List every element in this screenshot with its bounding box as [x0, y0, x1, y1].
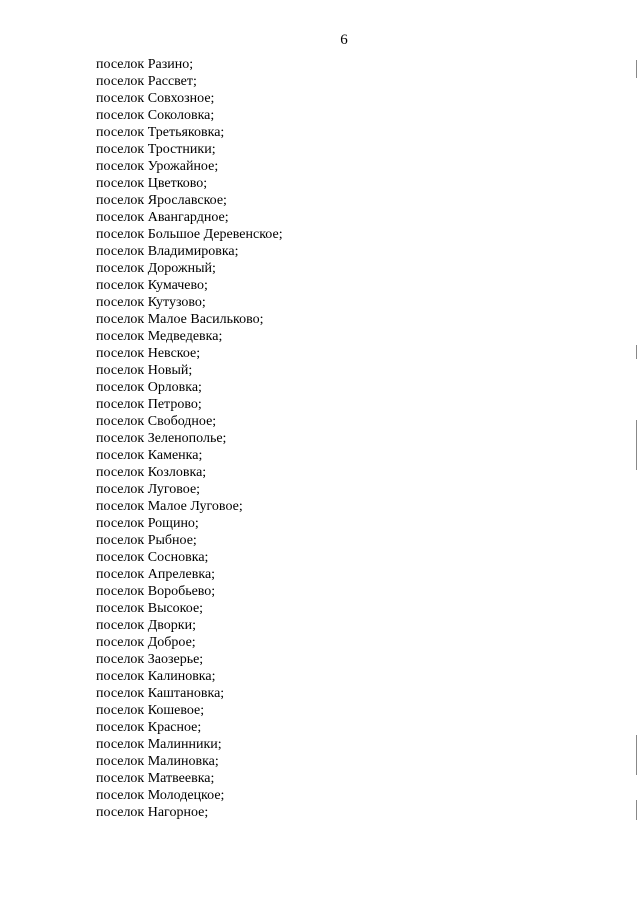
settlement-item: поселок Высокое; — [96, 601, 204, 616]
settlement-item: поселок Большое Деревенское; — [96, 227, 283, 242]
scan-edge-mark — [636, 60, 637, 78]
settlement-item: поселок Разино; — [96, 57, 194, 72]
settlement-item: поселок Красное; — [96, 720, 202, 735]
settlement-item: поселок Малинники; — [96, 737, 222, 752]
settlement-item: поселок Медведевка; — [96, 329, 223, 344]
scan-edge-mark — [636, 345, 637, 359]
settlement-item: поселок Рыбное; — [96, 533, 197, 548]
settlement-item: поселок Свободное; — [96, 414, 217, 429]
settlement-item: поселок Тростники; — [96, 142, 216, 157]
settlement-item: поселок Малиновка; — [96, 754, 219, 769]
settlement-item: поселок Сосновка; — [96, 550, 209, 565]
settlement-item: поселок Зеленополье; — [96, 431, 227, 446]
settlement-item: поселок Кумачево; — [96, 278, 208, 293]
settlement-item: поселок Малое Васильково; — [96, 312, 264, 327]
settlement-item: поселок Кутузово; — [96, 295, 206, 310]
settlement-item: поселок Ярославское; — [96, 193, 227, 208]
settlement-item: поселок Дворки; — [96, 618, 196, 633]
scan-edge-mark — [636, 420, 637, 470]
settlement-item: поселок Новый; — [96, 363, 193, 378]
settlement-item: поселок Орловка; — [96, 380, 202, 395]
settlement-item: поселок Дорожный; — [96, 261, 216, 276]
settlement-item: поселок Петрово; — [96, 397, 202, 412]
settlement-item: поселок Авангардное; — [96, 210, 229, 225]
settlement-item: поселок Каштановка; — [96, 686, 225, 701]
settlement-item: поселок Владимировка; — [96, 244, 239, 259]
settlement-item: поселок Заозерье; — [96, 652, 204, 667]
settlement-item: поселок Третьяковка; — [96, 125, 225, 140]
settlement-item: поселок Малое Луговое; — [96, 499, 243, 514]
settlement-item: поселок Нагорное; — [96, 805, 209, 820]
settlement-item: поселок Апрелевка; — [96, 567, 216, 582]
settlement-item: поселок Урожайное; — [96, 159, 219, 174]
scan-edge-mark — [636, 800, 637, 820]
settlement-item: поселок Молодецкое; — [96, 788, 225, 803]
settlement-item: поселок Козловка; — [96, 465, 207, 480]
settlement-item: поселок Кошевое; — [96, 703, 205, 718]
settlement-item: поселок Матвеевка; — [96, 771, 215, 786]
page-number: 6 — [340, 32, 348, 48]
settlement-item: поселок Рассвет; — [96, 74, 197, 89]
settlement-item: поселок Калиновка; — [96, 669, 216, 684]
scan-edge-mark — [636, 735, 637, 775]
settlement-item: поселок Воробьево; — [96, 584, 216, 599]
settlement-item: поселок Луговое; — [96, 482, 201, 497]
settlement-item: поселок Невское; — [96, 346, 201, 361]
settlement-item: поселок Цветково; — [96, 176, 208, 191]
settlement-list — [96, 56, 283, 821]
settlement-item: поселок Соколовка; — [96, 108, 215, 123]
settlement-item: поселок Совхозное; — [96, 91, 215, 106]
settlement-item: поселок Каменка; — [96, 448, 203, 463]
settlement-item: поселок Рощино; — [96, 516, 199, 531]
settlement-item: поселок Доброе; — [96, 635, 196, 650]
